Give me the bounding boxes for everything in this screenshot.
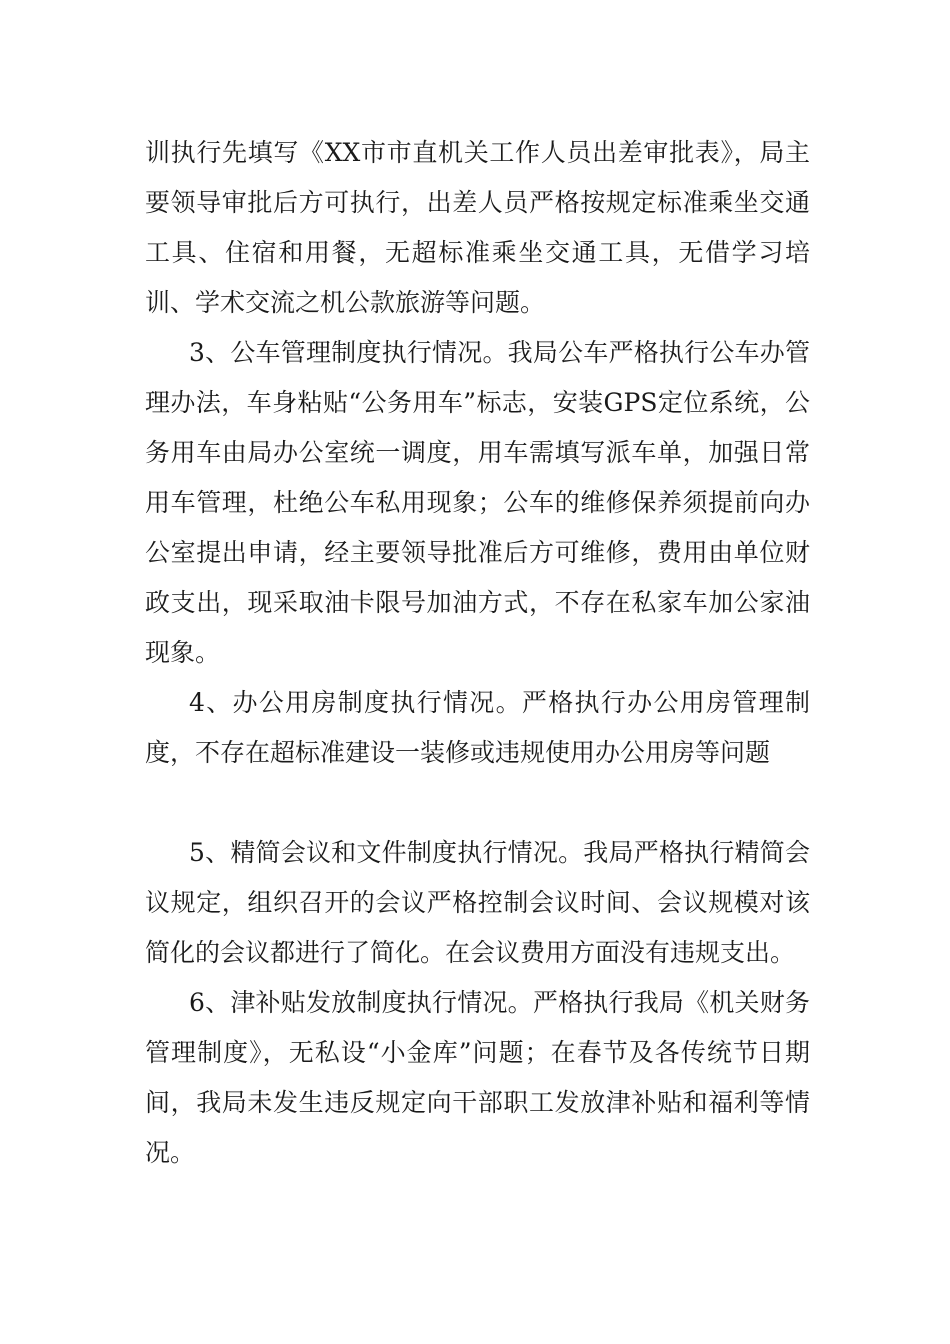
document-body <box>145 128 810 1178</box>
paragraph-allowances: 6、津补贴发放制度执行情况。严格执行我局《机关财务管理制度》，无私设“小金库”问题；在春节及各传统节日期间，我局未发生违反规定向干部职工发放津补贴和福利等情况。 <box>145 988 810 1167</box>
paragraph-office-space: 4、办公用房制度执行情况。严格执行办公用房管理制度，不存在超标准建设一装修或违规使用办公用房等问题 <box>145 688 810 767</box>
paragraph-meetings: 5、精简会议和文件制度执行情况。我局严格执行精简会议规定，组织召开的会议严格控制会议时间、会议规模对该简化的会议都进行了简化。在会议费用方面没有违规支出。 <box>145 838 810 967</box>
paragraph-vehicle-management: 3、公车管理制度执行情况。我局公车严格执行公车办管理办法，车身粘贴“公务用车”标志，安装GPS定位系统，公务用车由局办公室统一调度，用车需填写派车单，加强日常用车管理，杜绝公车私用现象；公车的维修保养须提前向办公室提出申请，经主要领导批准后方可维修，费用由单位财政支出，现采取油卡限号加油方式，不存在私家车加公家油现象。 <box>145 338 810 667</box>
paragraph-travel-continued: 训执行先填写《XX市市直机关工作人员出差审批表》，局主要领导审批后方可执行，出差人员严格按规定标准乘坐交通工具、住宿和用餐，无超标准乘坐交通工具，无借学习培训、学术交流之机公款旅游等问题。 <box>145 138 810 317</box>
paragraph-spacer <box>145 778 810 828</box>
